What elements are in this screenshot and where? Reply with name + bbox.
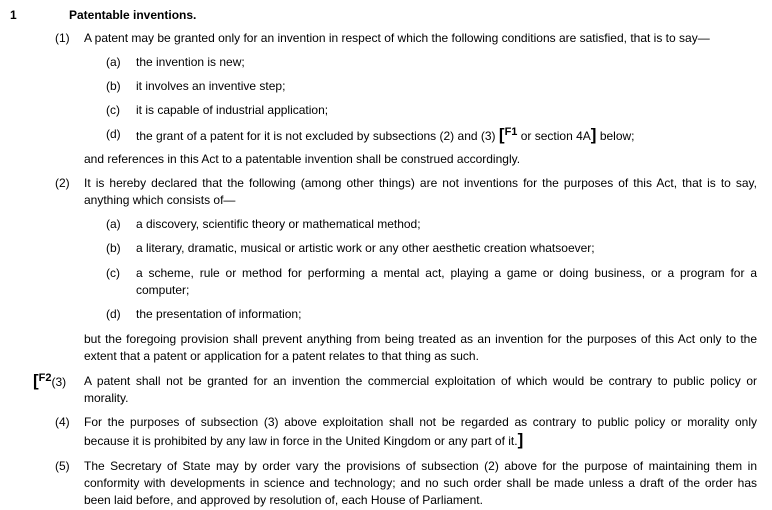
para-2d-text: the presentation of information; [136, 307, 302, 321]
subsection-1-closing: and references in this Act to a patentable invention shall be construed accordingly. [84, 152, 521, 166]
para-2c-line-1: a scheme, rule or method for performing a mental act, playing a game or doing business, or a program for a [136, 266, 757, 280]
subsection-2-closing-line-1: but the foregoing provision shall prevent anything from being treated as an invention for the purposes of this Act only to the [84, 332, 757, 346]
section-number: 1 [10, 8, 17, 22]
subsection-5-line-1: The Secretary of State may by order vary the provisions of subsection (2) above for the purpose of maintaining them in [84, 459, 757, 473]
para-2a-text: a discovery, scientific theory or mathematical method; [136, 217, 421, 231]
para-2b-label: (b) [106, 241, 121, 255]
subsection-3-marker [33, 372, 66, 392]
subsection-2-closing [84, 331, 757, 365]
para-1b-text: it involves an inventive step; [136, 79, 286, 93]
amendment-bracket-close-f2: ] [517, 430, 524, 449]
para-2d-label: (d) [106, 307, 121, 321]
subsection-2-line-1: It is hereby declared that the following (among other things) are not inventions for the purposes of this Act, that is to say, [84, 176, 757, 190]
para-2b-text: a literary, dramatic, musical or artistic work or any other aesthetic creation whatsoever; [136, 241, 595, 255]
para-1a-label: (a) [106, 55, 121, 69]
amendment-bracket-open-f2: [ [33, 371, 39, 390]
subsection-2-closing-line-2: extent that a patent or application for a patent relates to that thing as such. [84, 349, 479, 363]
subsection-5-text [84, 458, 757, 509]
subsection-5-line-3: been laid before, and approved by resolution of, each House of Parliament. [84, 493, 483, 507]
para-1d-text [136, 126, 635, 146]
subsection-4-line-2 [84, 431, 757, 450]
footnote-f1-link[interactable]: F1 [504, 126, 518, 138]
para-1d-text-before: the grant of a patent for it is not excluded by subsections (2) and (3) [136, 129, 496, 143]
subsection-3-number: (3) [51, 375, 67, 389]
subsection-4-line-2-text: because it is prohibited by any law in force in the United Kingdom or any part of it. [84, 434, 518, 448]
subsection-4-text [84, 414, 757, 450]
amendment-bracket-close: ] [590, 125, 597, 144]
footnote-f2-link[interactable]: F2 [38, 372, 52, 384]
para-1d-text-after: below; [599, 129, 635, 143]
subsection-4-line-1: For the purposes of subsection (3) above exploitation shall not be regarded as contrary to public policy or morality only [84, 415, 757, 429]
subsection-2-line-2: anything which consists of— [84, 193, 236, 207]
para-1a-text: the invention is new; [136, 55, 245, 69]
subsection-3-line-2: morality. [84, 391, 129, 405]
subsection-3-text [84, 373, 757, 407]
subsection-1-text: A patent may be granted only for an invention in respect of which the following conditions are satisfied, that is to say— [84, 31, 710, 45]
para-2c-label: (c) [106, 266, 120, 280]
para-1c-label: (c) [106, 103, 120, 117]
subsection-1-number: (1) [55, 31, 70, 45]
amendment-bracket-open: [ [498, 125, 505, 144]
subsection-3-line-1: A patent shall not be granted for an invention the commercial exploitation of which would be contrary to public policy or [84, 374, 757, 388]
subsection-5-line-2: conformity with developments in science and technology; and no such order shall be made unless a draft of the order has [84, 476, 757, 490]
section-title: Patentable inventions. [69, 8, 197, 22]
para-2c-line-2: computer; [136, 283, 190, 297]
subsection-2-text [84, 175, 757, 209]
para-2a-label: (a) [106, 217, 121, 231]
para-2c-text [136, 265, 757, 299]
para-1d-amended-text: or section 4A [520, 129, 591, 143]
para-1c-text: it is capable of industrial application; [136, 103, 329, 117]
para-1d-label: (d) [106, 127, 121, 141]
subsection-2-number: (2) [55, 176, 70, 190]
subsection-4-number: (4) [55, 415, 70, 429]
para-1b-label: (b) [106, 79, 121, 93]
subsection-5-number: (5) [55, 459, 70, 473]
